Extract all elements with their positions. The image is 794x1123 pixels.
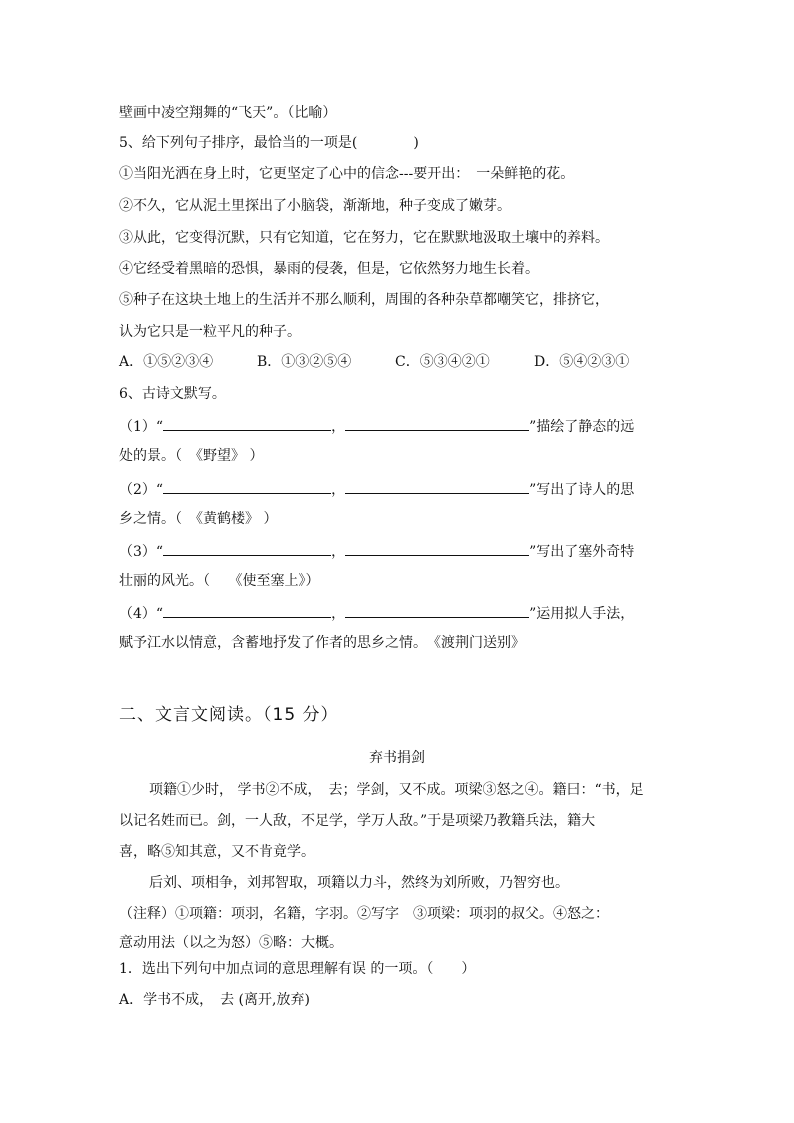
options-row	[119, 352, 629, 372]
poem-item-comma: ，	[331, 482, 346, 498]
poem-item-3-cont: 壮丽的风光。（ 《使至塞上》）	[119, 573, 320, 589]
poem-item-comma: ，	[331, 606, 346, 622]
poem-item-tail: ”运用拟人手法，	[529, 606, 635, 622]
question-5: 5、给下列句子排序，最恰当的一项是( )	[119, 135, 419, 151]
metaphor-line: 壁画中凌空翔舞的“飞天”。（比喻）	[119, 105, 337, 121]
option-c[interactable]: C．⑤③④②①	[395, 354, 490, 370]
question-1-option-a[interactable]: A．学书不成， 去 (离开,放弃)	[119, 992, 310, 1008]
answer-blank[interactable]	[163, 541, 331, 556]
notes-line-2: 意动用法（以之为怒）⑤略：大概。	[119, 935, 343, 951]
poem-item-2	[119, 479, 634, 500]
poem-item-4	[119, 603, 634, 624]
poem-item-4-cont: 赋予江水以情意，含蓄地抒发了作者的思乡之情。 《渡荆门送别》	[119, 635, 525, 651]
answer-blank[interactable]	[345, 603, 529, 618]
poem-item-tail: ”写出了塞外奇特	[529, 544, 635, 560]
sentence-4: ④它经受着黑暗的恐惧，暴雨的侵袭，但是，它依然努力地生长着。	[119, 261, 539, 277]
passage-line-1: 项籍①少时， 学书②不成， 去；学剑，又不成。项梁③怒之④。籍曰：“书，足	[149, 782, 644, 798]
answer-blank[interactable]	[163, 479, 331, 494]
sentence-5a: ⑤种子在这块土地上的生活并不那么顺利，周围的各种杂草都嘲笑它，排挤它，	[119, 292, 609, 308]
answer-blank[interactable]	[163, 416, 331, 431]
poem-item-number: （3）“	[119, 544, 164, 560]
sentence-2: ②不久，它从泥土里探出了小脑袋，渐渐地，种子变成了嫩芽。	[119, 198, 511, 214]
poem-item-tail: ”描绘了静态的远	[529, 419, 635, 435]
poem-item-1	[119, 416, 634, 437]
section-2-title: 二、文言文阅读。（15 分）	[119, 705, 339, 725]
question-6-title: 6、古诗文默写。	[119, 386, 226, 402]
poem-item-comma: ，	[331, 419, 346, 435]
answer-blank[interactable]	[345, 541, 529, 556]
option-a[interactable]: A．①⑤②③④	[119, 354, 214, 370]
answer-blank[interactable]	[163, 603, 331, 618]
sentence-1: ①当阳光洒在身上时，它更坚定了心中的信念---要开出： 一朵鲜艳的花。	[119, 166, 575, 182]
poem-item-comma: ，	[331, 544, 346, 560]
poem-item-1-cont: 处的景。（ 《野望》 ）	[119, 448, 264, 464]
sentence-3: ③从此，它变得沉默，只有它知道，它在努力，它在默默地汲取土壤中的养料。	[119, 230, 609, 246]
answer-blank[interactable]	[345, 416, 529, 431]
passage-line-3: 喜，略⑤知其意，又不肯竟学。	[119, 844, 315, 860]
passage-paragraph-2: 后刘、项相争，刘邦智取，项籍以力斗，然终为刘所败，乃智穷也。	[149, 875, 569, 891]
poem-item-number: （4）“	[119, 606, 164, 622]
section-2-question-1: 1．选出下列句中加点词的意思理解有误 的一项。（ ）	[119, 961, 476, 977]
poem-item-2-cont: 乡之情。（ 《黄鹤楼》 ）	[119, 511, 278, 527]
notes-line-1: （注释）①项籍：项羽，名籍，字羽。②写字 ③项梁：项羽的叔父。④怒之：	[119, 906, 609, 922]
poem-item-number: （2）“	[119, 482, 164, 498]
option-b[interactable]: B．①③②⑤④	[257, 354, 352, 370]
sentence-5b: 认为它只是一粒平凡的种子。	[119, 324, 301, 340]
option-d[interactable]: D．⑤④②③①	[534, 354, 630, 370]
answer-blank[interactable]	[345, 479, 529, 494]
poem-item-tail: ”写出了诗人的思	[529, 482, 635, 498]
passage-title: 弃书捐剑	[369, 750, 425, 766]
poem-item-number: （1）“	[119, 419, 164, 435]
poem-item-3	[119, 541, 634, 562]
passage-line-2: 以记名姓而已。剑，一人敌，不足学，学万人敌。”于是项梁乃教籍兵法，籍大	[119, 813, 596, 829]
